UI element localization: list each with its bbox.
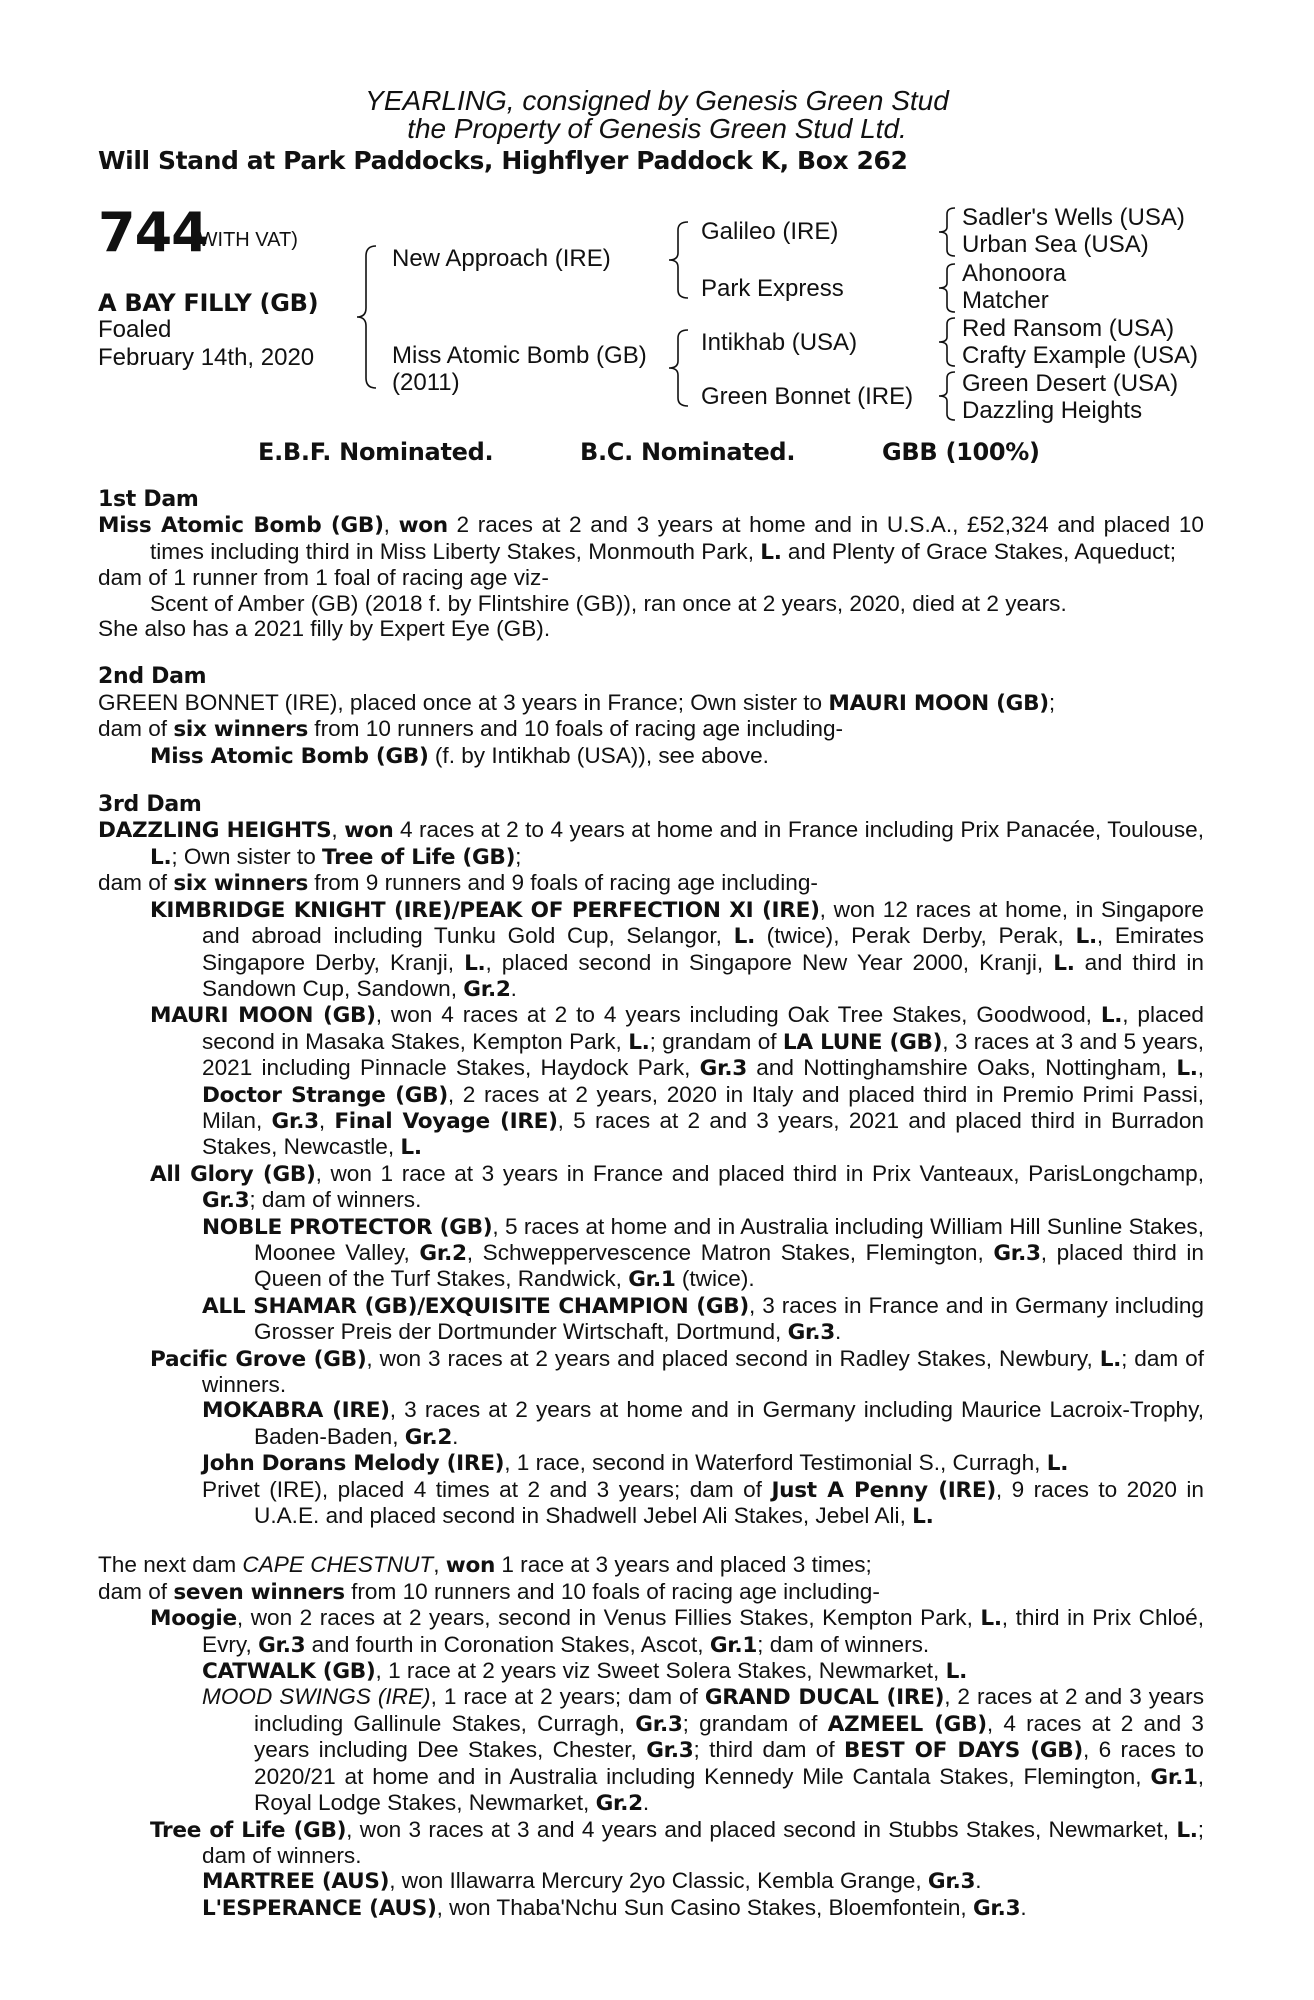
bold-text-run: Final Voyage (IRE) (334, 1108, 558, 1134)
produce-entry (150, 1161, 1204, 1214)
text-run: dam of (98, 716, 174, 742)
text-run: , 5 races at 2 and 3 years, 2021 and placed third in Burradon Stakes, Newcastle, (202, 1107, 1204, 1160)
section-heading: 1st Dam (98, 487, 199, 512)
produce-entry (202, 1397, 1204, 1450)
produce-entry (150, 1817, 1204, 1869)
bold-text-run: six winners (173, 871, 309, 897)
bold-text-run: L. (733, 924, 755, 950)
bold-text-run: L. (464, 950, 486, 976)
bold-text-run: L. (760, 539, 782, 565)
pedigree-sd-sire: Ahonoora (962, 260, 1067, 287)
bold-text-run: BEST OF DAYS (GB) (843, 1738, 1083, 1764)
bold-text-run: Gr.2 (595, 1791, 643, 1817)
dam-section (98, 664, 1204, 769)
pedigree-ds-sire: Red Ransom (USA) (962, 315, 1175, 342)
pedigree-dam-sire: Intikhab (USA) (701, 329, 858, 356)
produce-entry (202, 1214, 1204, 1293)
text-run: , (1197, 1055, 1204, 1081)
pedigree-ss-dam: Urban Sea (USA) (962, 231, 1149, 258)
pedigree-brace-sd (937, 262, 957, 314)
text-run: GREEN BONNET (IRE), placed once at 3 years in France; Own sister to (98, 689, 829, 715)
bold-text-run: Miss Atomic Bomb (GB) (150, 743, 429, 769)
pedigree-sire-brace (666, 220, 690, 300)
bold-text-run: won (445, 1553, 496, 1579)
pedigree-dam-brace (666, 328, 690, 408)
text-run: , (318, 1107, 335, 1133)
text-run: , (433, 1552, 446, 1578)
bold-text-run: Gr.2 (419, 1240, 467, 1266)
pedigree-dam-year: (2011) (392, 369, 460, 396)
bold-text-run: Tree of Life (GB) (322, 844, 516, 870)
text-run: , placed third in Queen of the Turf Stakes, Randwick, (254, 1239, 1204, 1292)
text-run: , 5 races at home and in Australia including William Hill Sunline Stakes, Moonee Valley, (254, 1213, 1204, 1265)
text-run: , 4 races at 2 and 3 years including Dee Stakes, Chester, (254, 1710, 1205, 1763)
bold-text-run: Gr.3 (927, 1869, 976, 1895)
text-run: . (510, 975, 517, 1001)
produce-entry (98, 565, 1204, 590)
pedigree-main-brace (354, 244, 378, 390)
produce-entry (202, 1293, 1204, 1346)
pedigree-sire: New Approach (IRE) (392, 245, 611, 272)
text-run: ; (1048, 689, 1056, 715)
bold-text-run: Moogie (150, 1606, 237, 1632)
text-run: , 2 races at 2 and 3 years including Gallinule Stakes, Curragh, (254, 1684, 1204, 1736)
foaled-date: February 14th, 2020 (98, 344, 315, 371)
text-run: , won 12 races at home, in Singapore and abroad including Tunku Gold Cup, Selangor, (202, 896, 1204, 949)
bold-text-run: L. (1075, 924, 1097, 950)
text-run: ; grandam of (649, 1028, 783, 1054)
produce-entry (150, 1002, 1204, 1160)
pedigree-dam: Miss Atomic Bomb (GB) (392, 342, 647, 369)
text-run: . (834, 1319, 842, 1345)
produce-entry (150, 1346, 1204, 1398)
text-run: 2 races at 2 and 3 years at home and in U.S.A., £52,324 and placed 10 times including third in Miss Liberty Stakes, Monmouth Park, (150, 512, 1204, 564)
bold-text-run: Pacific Grove (GB) (150, 1346, 367, 1372)
bold-text-run: L. (1053, 950, 1075, 976)
bold-text-run: L. (150, 844, 172, 870)
dam-section (98, 487, 1204, 641)
foaled-info (98, 316, 314, 372)
bold-text-run: Gr.2 (404, 1424, 453, 1450)
text-run: , Schweppervescence Matron Stakes, Flemington, (466, 1239, 994, 1265)
bold-text-run: NOBLE PROTECTOR (GB) (202, 1214, 493, 1240)
text-run: and fourth in Coronation Stakes, Ascot, (305, 1631, 710, 1657)
produce-entry (98, 616, 1204, 641)
pedigree-ds-dam: Crafty Example (USA) (962, 342, 1199, 369)
text-run: , (331, 817, 345, 843)
bold-text-run: Gr.2 (463, 976, 511, 1002)
text-run: Scent of Amber (GB) (2018 f. by Flintshire (GB)), ran once at 2 years, 2020, died at 2 years. (150, 590, 1067, 616)
text-run: dam of 1 runner from 1 foal of racing age viz- (98, 565, 549, 591)
header-stand-line: Will Stand at Park Paddocks, Highflyer Paddock K, Box 262 (98, 146, 908, 175)
bold-text-run: six winners (173, 717, 309, 743)
italic-text-run: CAPE CHESTNUT (242, 1552, 434, 1578)
header-property-line: the Property of Genesis Green Stud Ltd. (407, 113, 907, 144)
text-run: from 10 runners and 10 foals of racing age including- (308, 716, 844, 742)
produce-entry (202, 1658, 1204, 1684)
bold-text-run: L. (1176, 1817, 1198, 1843)
bold-text-run: L. (1100, 1003, 1123, 1029)
produce-entry (98, 1579, 1204, 1605)
text-run: and third in Sandown Cup, Sandown, (202, 949, 1204, 1001)
text-run: , won 1 race at 3 years in France and placed third in Prix Vanteaux, ParisLongchamp, (315, 1160, 1204, 1186)
text-run: Privet (IRE), placed 4 times at 2 and 3 years; dam of (202, 1476, 772, 1502)
produce-entry (202, 1895, 1204, 1921)
produce-entry (150, 1605, 1204, 1658)
bc-nomination: B.C. Nominated. (580, 438, 796, 466)
bold-text-run: Tree of Life (GB) (150, 1817, 347, 1843)
text-run: and Nottinghamshire Oaks, Nottingham, (747, 1055, 1177, 1081)
bold-text-run: Gr.3 (202, 1188, 250, 1214)
bold-text-run: L. (1176, 1056, 1198, 1082)
bold-text-run: LA LUNE (GB) (782, 1029, 943, 1055)
text-run: , 9 races to 2020 in U.A.E. and placed second in Shadwell Jebel Ali Stakes, Jebel Ali, (254, 1476, 1204, 1529)
ebf-nomination: E.B.F. Nominated. (258, 438, 494, 466)
bold-text-run: Gr.3 (972, 1895, 1021, 1921)
vat-note: (WITH VAT) (192, 229, 298, 251)
text-run: , 3 races at 2 years at home and in Germany including Maurice Lacroix-Trophy, Baden-Baden, (254, 1397, 1204, 1449)
text-run: ; dam of winners. (757, 1631, 930, 1657)
pedigree-dd-dam: Dazzling Heights (962, 397, 1143, 424)
pedigree-dd-sire: Green Desert (USA) (962, 370, 1179, 397)
text-run: . (642, 1790, 650, 1816)
text-run: , 1 race at 2 years viz Sweet Solera Stakes, Newmarket, (375, 1658, 946, 1684)
text-run: , placed second in Masaka Stakes, Kempton Park, (202, 1002, 1204, 1054)
text-run: She also has a 2021 filly by Expert Eye (GB). (98, 616, 551, 642)
text-run: dam of (98, 870, 174, 896)
section-heading: 2nd Dam (98, 664, 207, 690)
text-run: . (1020, 1894, 1027, 1920)
bold-text-run: Just A Penny (IRE) (771, 1477, 996, 1503)
text-run: , Emirates Singapore Derby, Kranji, (202, 923, 1204, 975)
text-run: , won 2 races at 2 years, second in Venus Fillies Stakes, Kempton Park, (236, 1605, 981, 1631)
bold-text-run: L. (1099, 1346, 1122, 1372)
bold-text-run: Gr.1 (709, 1632, 758, 1658)
text-run: dam of (98, 1578, 174, 1604)
text-run: , 1 race at 2 years; dam of (430, 1684, 705, 1710)
bold-text-run: MOKABRA (IRE) (202, 1398, 390, 1424)
gbb-rating: GBB (100%) (882, 438, 1040, 466)
text-run: , 1 race, second in Waterford Testimonial S., Curragh, (504, 1450, 1047, 1476)
text-run: , won Thaba'Nchu Sun Casino Stakes, Bloemfontein, (436, 1894, 973, 1920)
bold-text-run: L. (1046, 1451, 1069, 1477)
bold-text-run: Gr.3 (258, 1632, 306, 1658)
bold-text-run: Gr.3 (271, 1108, 319, 1134)
pedigree-ss-sire: Sadler's Wells (USA) (962, 204, 1185, 231)
text-run: (twice), Perak Derby, Perak, (754, 923, 1076, 949)
produce-entry (98, 817, 1204, 870)
bold-text-run: DAZZLING HEIGHTS (98, 818, 332, 844)
pedigree-brace-ss (937, 206, 957, 258)
header-consignor-line: YEARLING, consigned by Genesis Green Stud (365, 85, 949, 116)
foaled-label: Foaled (98, 316, 172, 343)
text-run: ; dam of winners. (202, 1345, 1204, 1397)
bold-text-run: won (344, 818, 394, 844)
text-run: , won 4 races at 2 to 4 years including Oak Tree Stakes, Goodwood, (375, 1002, 1101, 1028)
bold-text-run: L. (912, 1504, 934, 1530)
dam-section (98, 792, 1204, 1529)
text-run: , 3 races at 3 and 5 years, 2021 including Pinnacle Stakes, Haydock Park, (202, 1028, 1205, 1081)
text-run: and Plenty of Grace Stakes, Aqueduct; (781, 538, 1177, 564)
produce-entry (202, 1477, 1204, 1530)
section-heading: 3rd Dam (98, 792, 202, 818)
bold-text-run: L. (400, 1135, 422, 1161)
bold-text-run: MAURI MOON (GB) (150, 1003, 376, 1029)
dam-section (98, 1552, 1204, 1921)
produce-entry (98, 870, 1204, 896)
bold-text-run: Gr.1 (628, 1267, 676, 1293)
pedigree-brace-dd (937, 370, 957, 422)
text-run: from 10 runners and 10 foals of racing age including- (344, 1578, 880, 1604)
pedigree-sire-dam: Park Express (701, 275, 844, 302)
bold-text-run: Gr.3 (635, 1711, 683, 1737)
bold-text-run: Gr.3 (699, 1056, 747, 1082)
bold-text-run: MAURI MOON (GB) (828, 690, 1049, 716)
bold-text-run: L. (628, 1029, 650, 1055)
bold-text-run: ALL SHAMAR (GB)/EXQUISITE CHAMPION (GB) (202, 1293, 749, 1319)
text-run: , won Illawarra Mercury 2yo Classic, Kembla Grange, (389, 1868, 928, 1894)
bold-text-run: Gr.3 (993, 1240, 1041, 1266)
bold-text-run: L. (945, 1659, 967, 1685)
produce-entry (202, 1868, 1204, 1894)
text-run: , 2 races at 2 years, 2020 in Italy and placed third in Premio Primi Passi, Milan, (202, 1081, 1204, 1133)
bold-text-run: John Dorans Melody (IRE) (202, 1451, 505, 1477)
text-run: , 3 races in France and in Germany including Grosser Preis der Dortmunder Wirtschaft, Dortmund, (254, 1292, 1204, 1345)
produce-entry (150, 743, 1204, 769)
text-run: from 9 runners and 9 foals of racing age including- (308, 870, 818, 896)
bold-text-run: AZMEEL (GB) (827, 1711, 987, 1737)
italic-text-run: MOOD SWINGS (IRE) (202, 1684, 431, 1710)
produce-record (98, 487, 1204, 1921)
bold-text-run: Gr.3 (787, 1320, 835, 1346)
text-run: ; grandam of (682, 1710, 828, 1736)
produce-entry (150, 591, 1204, 616)
pedigree-sd-dam: Matcher (962, 287, 1049, 314)
text-run: 4 races at 2 to 4 years at home and in France including Prix Panacée, Toulouse, (393, 817, 1205, 843)
bold-text-run: Gr.1 (1150, 1764, 1198, 1790)
text-run: (twice). (675, 1266, 755, 1292)
bold-text-run: seven winners (173, 1579, 345, 1605)
text-run: ; third dam of (693, 1737, 844, 1763)
lot-description: A BAY FILLY (GB) (98, 289, 319, 317)
bold-text-run: Gr.3 (646, 1738, 694, 1764)
text-run: , won 3 races at 3 and 4 years and placed second in Stubbs Stakes, Newmarket, (346, 1816, 1177, 1842)
bold-text-run: CATWALK (GB) (202, 1659, 376, 1685)
bold-text-run: All Glory (GB) (150, 1161, 316, 1187)
bold-text-run: won (398, 513, 448, 539)
produce-entry (150, 897, 1204, 1003)
bold-text-run: Miss Atomic Bomb (GB) (98, 513, 384, 539)
text-run: ; dam of winners. (249, 1187, 422, 1213)
text-run: , third in Prix Chloé, Evry, (202, 1605, 1204, 1657)
text-run: , won 3 races at 2 years and placed second in Radley Stakes, Newbury, (366, 1345, 1100, 1371)
text-run: ; Own sister to (171, 843, 323, 869)
produce-entry (98, 690, 1204, 716)
text-run: , placed second in Singapore New Year 2000, Kranji, (485, 949, 1054, 975)
text-run: , 6 races to 2020/21 at home and in Australia including Kennedy Mile Cantala Stakes, Flemington, (254, 1737, 1204, 1789)
text-run: ; (515, 843, 522, 869)
produce-entry (202, 1684, 1204, 1816)
bold-text-run: L. (980, 1606, 1002, 1632)
produce-entry (98, 512, 1204, 565)
produce-entry (98, 1552, 1204, 1578)
bold-text-run: KIMBRIDGE KNIGHT (IRE)/PEAK OF PERFECTION XI (IRE) (150, 897, 820, 923)
text-run: 1 race at 3 years and placed 3 times; (495, 1552, 872, 1578)
text-run: , (383, 512, 399, 538)
pedigree-sire-sire: Galileo (IRE) (701, 218, 839, 245)
produce-entry (202, 1450, 1204, 1476)
text-run: (f. by Intikhab (USA)), see above. (428, 742, 769, 768)
bold-text-run: L'ESPERANCE (AUS) (202, 1895, 437, 1921)
pedigree-brace-ds (937, 316, 957, 368)
lot-number: 744 (98, 201, 208, 264)
bold-text-run: Doctor Strange (GB) (202, 1082, 448, 1108)
bold-text-run: GRAND DUCAL (IRE) (704, 1685, 945, 1711)
text-run: . (452, 1423, 459, 1449)
text-run: ; dam of winners. (202, 1816, 1204, 1868)
pedigree-dam-dam: Green Bonnet (IRE) (701, 383, 914, 410)
text-run: The next dam (98, 1552, 243, 1578)
bold-text-run: MARTREE (AUS) (202, 1869, 390, 1895)
text-run: , Royal Lodge Stakes, Newmarket, (254, 1763, 1204, 1816)
produce-entry (98, 716, 1204, 742)
text-run: . (975, 1868, 982, 1894)
